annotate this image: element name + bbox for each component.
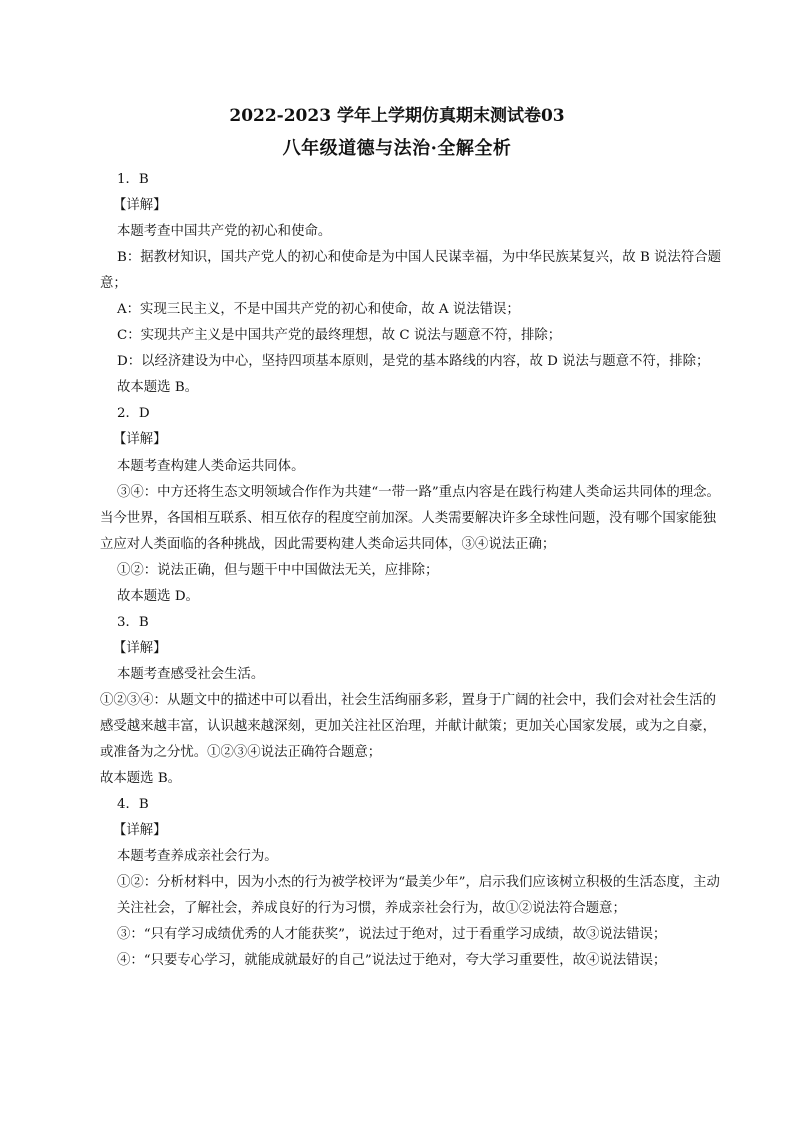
text-line: 故本题选 B。 [100, 771, 182, 787]
text-line: 故本题选 B。 [117, 380, 199, 396]
answer-body [100, 167, 720, 974]
text-line: 立应对人类面临的各种挑战，因此需要构建人类命运共同体，③④说法正确； [100, 536, 556, 552]
document-title: 2022-2023 学年上学期仿真期末测试卷03 [229, 106, 565, 126]
text-line: ③：“只有学习成绩优秀的人才能获奖”，说法过于绝对，过于看重学习成绩，故③说法错误； [117, 927, 667, 943]
text-line: C：实现共产主义是中国共产党的最终理想，故 C 说法与题意不符，排除； [117, 328, 562, 344]
text-line: 【详解】 [113, 823, 167, 839]
document-subtitle: 八年级道德与法治·全解全析 [282, 138, 512, 159]
text-line: 【详解】 [113, 432, 167, 448]
text-line: 4．B [117, 797, 149, 813]
text-line: 感受越来越丰富，认识越来越深刻，更加关注社区治理，并献计献策；更加关心国家发展，或为之自豪， [100, 718, 716, 734]
text-line: 或准备为之分忧。①②③④说法正确符合题意； [100, 745, 382, 761]
text-line: 2．D [117, 406, 150, 422]
text-line: 本题考查构建人类命运共同体。 [117, 458, 305, 474]
text-line: 1．B [117, 172, 149, 187]
text-line: 关注社会，了解社会，养成良好的行为习惯，养成亲社会行为，故①②说法符合题意； [117, 901, 626, 917]
text-line: 故本题选 D。 [117, 588, 199, 604]
text-line: ①②：说法正确，但与题干中中国做法无关，应排除； [117, 562, 439, 578]
text-line: A：实现三民主义，不是中国共产党的初心和使命，故 A 说法错误； [117, 302, 520, 318]
text-line: 【详解】 [113, 198, 167, 214]
text-line: D：以经济建设为中心，坚持四项基本原则，是党的基本路线的内容，故 D 说法与题意不符，排除； [117, 354, 710, 370]
text-line: 3．B [117, 614, 149, 630]
text-line: 意； [100, 276, 127, 292]
text-line: 本题考查感受社会生活。 [117, 666, 265, 682]
text-line: 本题考查中国共产党的初心和使命。 [117, 224, 332, 240]
text-line: ①②③④：从题文中的描述中可以看出，社会生活绚丽多彩，置身于广阔的社会中，我们会对社会生活的 [100, 692, 716, 708]
text-line: 【详解】 [113, 640, 167, 656]
text-line: 当今世界，各国相互联系、相互依存的程度空前加深。人类需要解决许多全球性问题，没有哪个国家能独 [100, 510, 716, 526]
text-line: ③④：中方还将生态文明领域合作作为共建“一带一路”重点内容是在践行构建人类命运共同体的理念。 [117, 484, 720, 500]
text-line: ①②：分析材料中，因为小杰的行为被学校评为“最美少年”，启示我们应该树立积极的生活态度，主动 [117, 875, 720, 891]
text-line: ④：“只要专心学习，就能成就最好的自己”说法过于绝对，夸大学习重要性，故④说法错误； [117, 953, 667, 969]
text-line: B：据教材知识，国共产党人的初心和使命是为中国人民谋幸福，为中华民族某复兴，故 B 说法符合题 [117, 250, 721, 266]
text-line: 本题考查养成亲社会行为。 [117, 849, 278, 865]
